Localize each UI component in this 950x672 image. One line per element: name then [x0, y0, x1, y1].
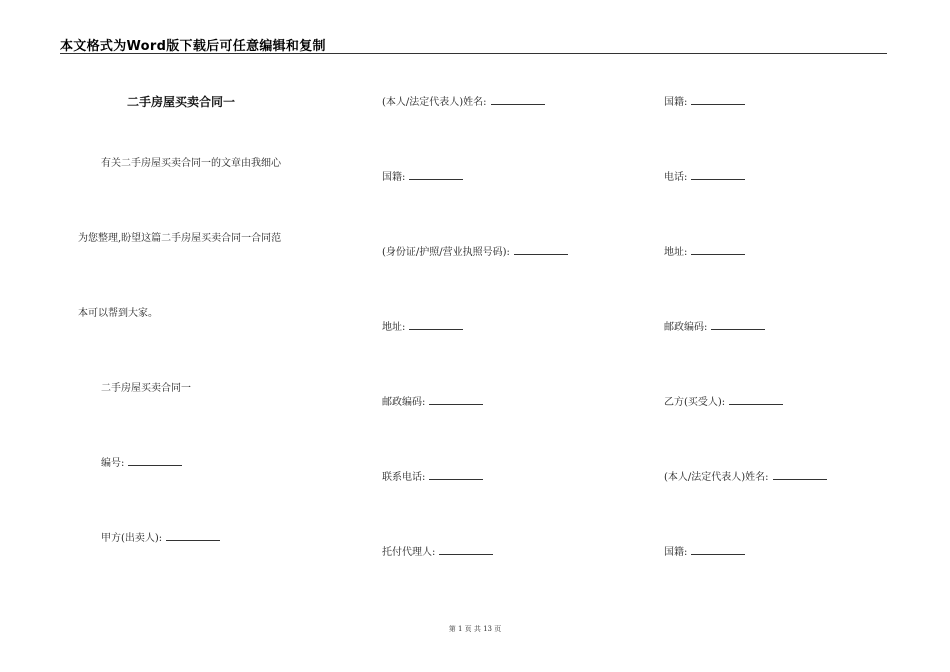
agent-tel-field — [664, 168, 745, 183]
seller-address-label: 地址: — [382, 322, 406, 333]
intro-line-2: 为您整理,盼望这篇二手房屋买卖合同一合同范 — [78, 233, 282, 244]
seller-agent-blank — [439, 544, 493, 555]
buyer-legal-rep-field — [664, 468, 827, 483]
agent-nationality-field — [664, 93, 745, 108]
agent-address-field — [664, 243, 745, 258]
party-a-label: 甲方(出卖人): — [101, 533, 163, 544]
seller-nationality-label: 国籍: — [382, 172, 406, 183]
buyer-legal-rep-blank — [773, 469, 827, 480]
intro-line-3: 本可以帮到大家。 — [78, 308, 158, 319]
party-b-field — [664, 393, 783, 408]
agent-postcode-label: 邮政编码: — [664, 322, 708, 333]
seller-phone-label: 联系电话: — [382, 472, 426, 483]
seller-postcode-field — [382, 393, 483, 408]
page-footer: 第 1 页 共 13 页 — [448, 625, 502, 633]
buyer-nationality-blank — [691, 544, 745, 555]
seller-phone-field — [382, 468, 483, 483]
seller-legal-rep-label: (本人/法定代表人)姓名: — [382, 97, 487, 108]
intro-line-1: 有关二手房屋买卖合同一的文章由我细心 — [101, 158, 281, 169]
seller-nationality-blank — [409, 169, 463, 180]
seller-id-field — [382, 243, 568, 258]
number-label: 编号: — [101, 458, 125, 469]
page-header — [60, 35, 887, 54]
seller-postcode-blank — [429, 394, 483, 405]
document-title: 二手房屋买卖合同一 — [127, 95, 236, 109]
contract-subtitle: 二手房屋买卖合同一 — [101, 383, 191, 394]
seller-nationality-field — [382, 168, 463, 183]
buyer-legal-rep-label: (本人/法定代表人)姓名: — [664, 472, 769, 483]
seller-agent-field — [382, 543, 493, 558]
header-text: 本文格式为Word版下载后可任意编辑和复制 — [60, 39, 326, 54]
seller-address-field — [382, 318, 463, 333]
agent-address-blank — [691, 244, 745, 255]
seller-legal-rep-field — [382, 93, 545, 108]
party-a-field — [101, 529, 220, 544]
seller-postcode-label: 邮政编码: — [382, 397, 426, 408]
agent-postcode-field — [664, 318, 765, 333]
seller-legal-rep-blank — [491, 94, 545, 105]
seller-id-blank — [514, 244, 568, 255]
agent-postcode-blank — [711, 319, 765, 330]
agent-nationality-blank — [691, 94, 745, 105]
party-a-blank — [166, 530, 220, 541]
number-blank — [128, 455, 182, 466]
agent-nationality-label: 国籍: — [664, 97, 688, 108]
seller-phone-blank — [429, 469, 483, 480]
buyer-nationality-label: 国籍: — [664, 547, 688, 558]
number-field — [101, 454, 182, 469]
agent-address-label: 地址: — [664, 247, 688, 258]
seller-agent-label: 托付代理人: — [382, 547, 436, 558]
party-b-label: 乙方(买受人): — [664, 397, 726, 408]
seller-address-blank — [409, 319, 463, 330]
seller-id-label: (身份证/护照/营业执照号码): — [382, 247, 510, 258]
agent-tel-label: 电话: — [664, 172, 688, 183]
buyer-nationality-field — [664, 543, 745, 558]
party-b-blank — [729, 394, 783, 405]
agent-tel-blank — [691, 169, 745, 180]
